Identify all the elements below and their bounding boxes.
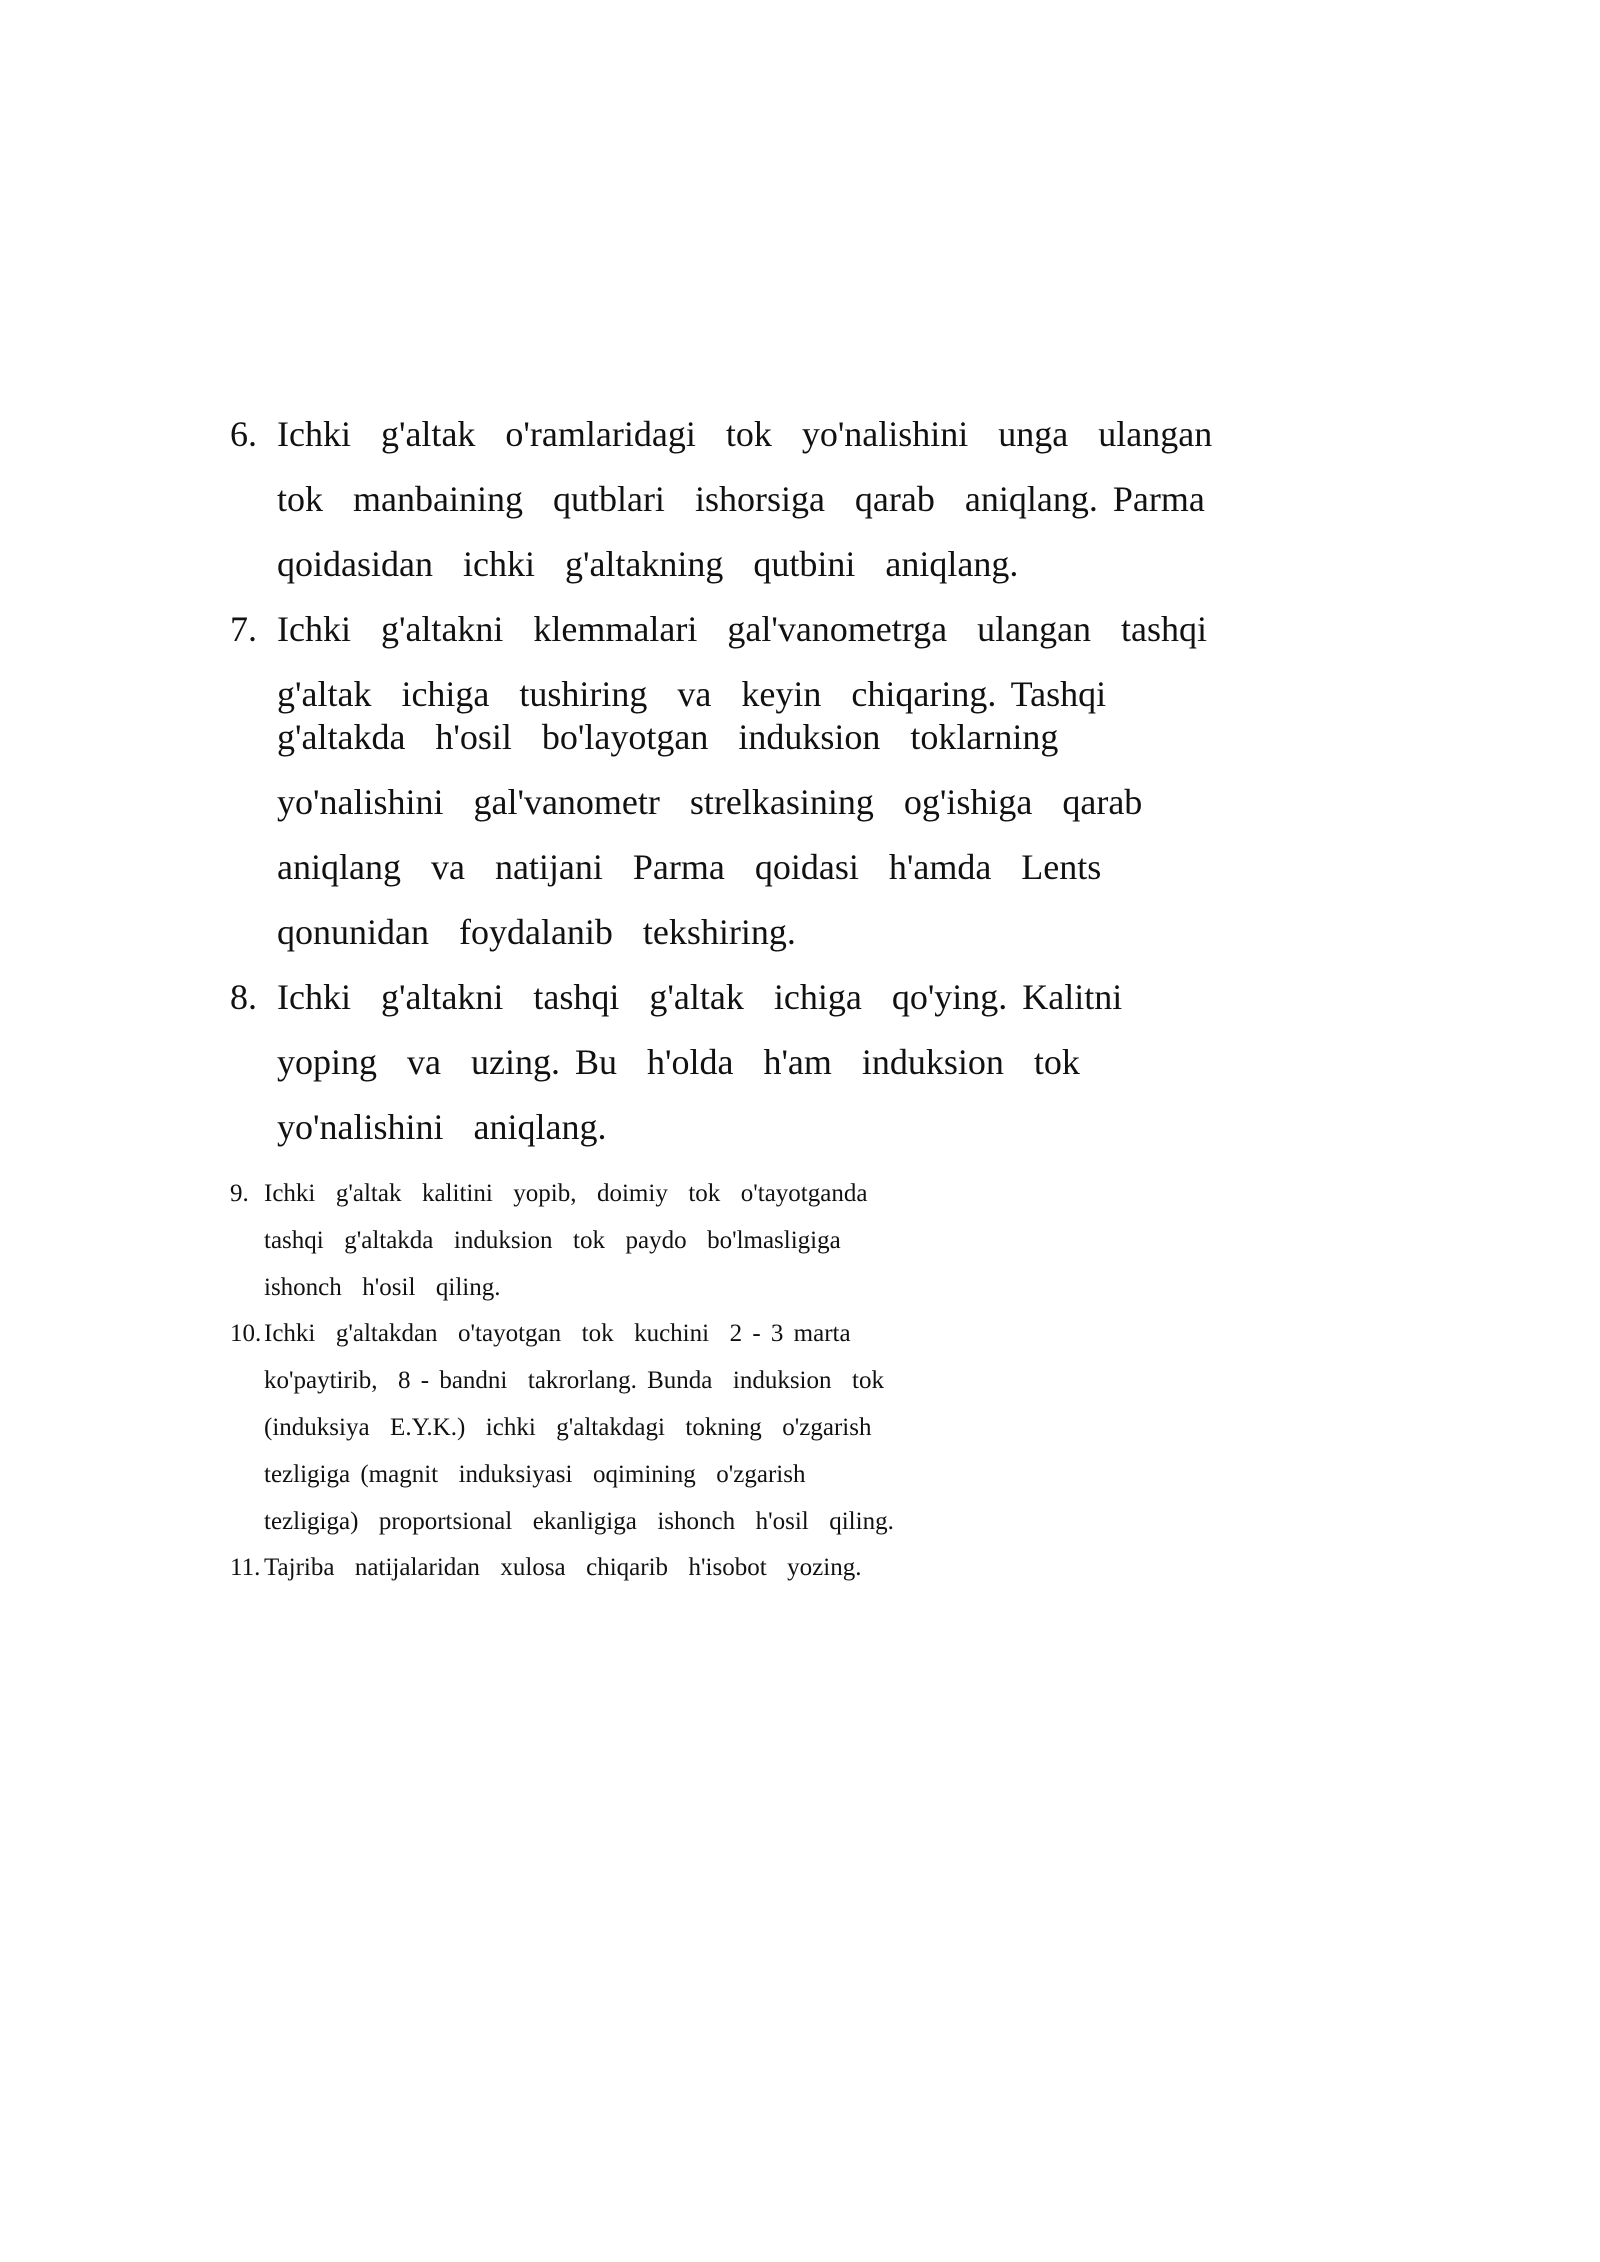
item-text-line: tok manbaining qutblari ishorsiga qarab aniqlang. Parma: [277, 479, 1205, 519]
item-text-line: qonunidan foydalanib tekshiring.: [277, 912, 796, 952]
item-text-line: yo'nalishini gal'vanometr strelkasining og'ishiga qarab: [277, 782, 1143, 822]
item-number: 6.: [230, 414, 257, 454]
item-number: 8.: [230, 977, 257, 1017]
item-text-line: ko'paytirib, 8 - bandni takrorlang. Bunda induksion tok: [264, 1367, 884, 1394]
item-text-line: yoping va uzing. Bu h'olda h'am induksion tok: [277, 1042, 1080, 1082]
item-text-line: Ichki g'altak kalitini yopib, doimiy tok o'tayotganda: [264, 1180, 868, 1207]
item-text-line: g'altakda h'osil bo'layotgan induksion toklarning: [277, 717, 1059, 757]
item-text-line: Ichki g'altakni klemmalari gal'vanometrga ulangan tashqi: [277, 609, 1208, 649]
item-text-line: Ichki g'altakdan o'tayotgan tok kuchini 2 - 3 marta: [264, 1320, 851, 1347]
item-number: 10.: [230, 1320, 262, 1347]
item-text-line: tezligiga (magnit induksiyasi oqimining o'zgarish: [264, 1461, 806, 1488]
item-text-line: Tajriba natijalaridan xulosa chiqarib h'isobot yozing.: [264, 1554, 862, 1581]
item-text-line: Ichki g'altak o'ramlaridagi tok yo'nalishini unga ulangan: [277, 414, 1213, 454]
item-text-line: aniqlang va natijani Parma qoidasi h'amda Lents: [277, 847, 1102, 887]
item-text-line: qoidasidan ichki g'altakning qutbini aniqlang.: [277, 544, 1019, 584]
item-text-line: (induksiya E.Y.K.) ichki g'altakdagi tokning o'zgarish: [264, 1414, 872, 1441]
item-text-line: g'altak ichiga tushiring va keyin chiqaring. Tashqi: [277, 674, 1107, 714]
item-text-line: tashqi g'altakda induksion tok paydo bo'lmasligiga: [264, 1227, 841, 1254]
item-text-line: tezligiga) proportsional ekanligiga ishonch h'osil qiling.: [264, 1508, 894, 1535]
item-number: 9.: [230, 1180, 249, 1207]
item-text-line: Ichki g'altakni tashqi g'altak ichiga qo'ying. Kalitni: [277, 977, 1123, 1017]
item-number: 11.: [230, 1554, 261, 1581]
item-text-line: ishonch h'osil qiling.: [264, 1274, 501, 1301]
item-number: 7.: [230, 609, 257, 649]
item-text-line: yo'nalishini aniqlang.: [277, 1107, 607, 1147]
